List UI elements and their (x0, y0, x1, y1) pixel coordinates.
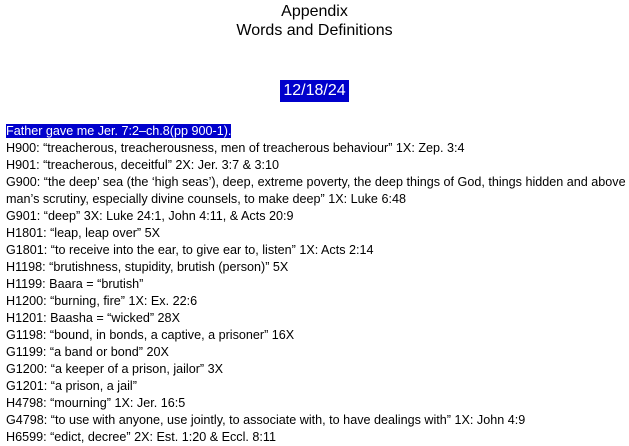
date-badge: 12/18/24 (280, 80, 348, 102)
definition-entry: G1200: “a keeper of a prison, jailor” 3X (6, 362, 224, 376)
appendix-title: Appendix (281, 3, 348, 20)
definition-entry: H4798: “mourning” 1X: Jer. 16:5 (6, 396, 186, 410)
definition-entry: G901: “deep” 3X: Luke 24:1, John 4:11, & Acts 20:9 (6, 209, 294, 223)
definition-entry: H1201: Baasha = “wicked” 28X (6, 311, 180, 325)
intro-line (6, 123, 626, 140)
definition-entry: G900: “the deep’ sea (the ‘high seas’), deep, extreme poverty, the deep things of God, things hidden and above man’s scrutiny, especially divine counsels, to make deep” 1X: Luke 6:48 (6, 175, 626, 206)
definition-entry: G1801: “to receive into the ear, to give ear to, listen” 1X: Acts 2:14 (6, 243, 374, 257)
definition-entry: G1199: “a band or bond” 20X (6, 345, 169, 359)
date-container (0, 80, 629, 102)
definition-entry: H1198: “brutishness, stupidity, brutish (person)” 5X (6, 260, 289, 274)
intro-highlight: Father gave me Jer. 7:2–ch.8(pp 900-1). (6, 124, 232, 138)
definition-entry: G1198: “bound, in bonds, a captive, a prisoner” 16X (6, 328, 295, 342)
definition-entry: H1199: Baara = “brutish” (6, 277, 144, 291)
definition-entry: H1801: “leap, leap over” 5X (6, 226, 161, 240)
definition-entry: G1201: “a prison, a jail” (6, 379, 137, 393)
definition-entry: G4798: “to use with anyone, use jointly, to associate with, to have dealings with” 1X: John 4:9 (6, 413, 526, 427)
section-subtitle: Words and Definitions (236, 22, 393, 39)
definition-entry: H900: “treacherous, treacherousness, men of treacherous behaviour” 1X: Zep. 3:4 (6, 141, 465, 155)
definitions-list (6, 123, 626, 446)
definition-entry: H1200: “burning, fire” 1X: Ex. 22:6 (6, 294, 198, 308)
definition-entry: H6599: “edict, decree” 2X: Est. 1:20 & Eccl. 8:11 (6, 430, 276, 444)
definition-entry: H901: “treacherous, deceitful” 2X: Jer. 3:7 & 3:10 (6, 158, 280, 172)
